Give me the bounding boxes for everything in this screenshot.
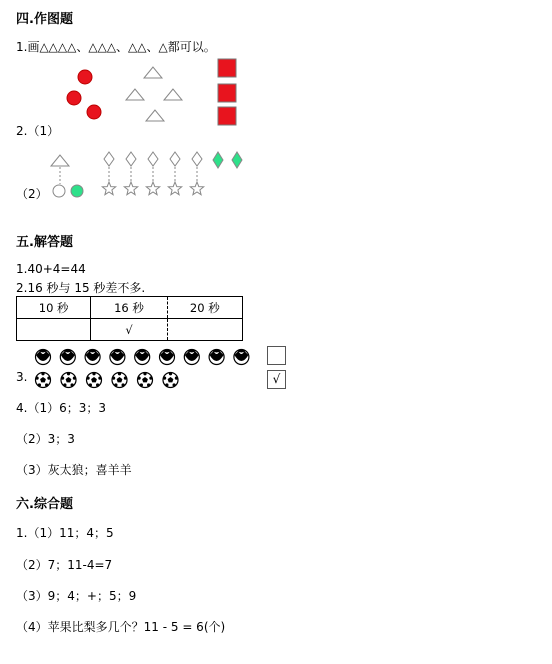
ball-icon [209,350,224,365]
table-cell: √ [91,319,167,341]
star-icon [102,182,115,195]
circle-icon [53,185,65,197]
q5-4-1-text: 4.（1）6；3；3 [16,401,106,415]
ball-icon [160,350,175,365]
diamond-icon [104,152,114,166]
diamond-star-column [148,152,158,182]
red-square-icon [218,84,236,102]
answer-checkbox: √ [267,370,286,389]
diamond-icon [126,152,136,166]
q6-4-text: （4）苹果比梨多几个？11 - 5 = 6(个) [16,620,226,634]
red-circle-icon [67,91,81,105]
red-square-icon [218,107,236,125]
table-cell [167,319,242,341]
ball-icon [184,350,199,365]
green-circle-icon [71,185,83,197]
green-diamond-icon [232,152,242,168]
q6-3-text: （3）9；4；+；5；9 [16,589,137,603]
soccer-ball-icon [36,372,51,387]
answer-table [16,296,243,341]
table-cell [17,319,91,341]
triangle-icon [126,89,144,100]
diamond-icon [148,152,158,166]
table-header-cell: 20 秒 [167,297,242,319]
section-5-heading: 五.解答题 [16,235,73,250]
diamond-star-column [170,152,180,182]
q4-1-text: 1.画△△△△、△△△、△△、△都可以。 [16,40,216,54]
soccer-ball-icon [163,372,178,387]
diamond-star-column [104,152,114,182]
triangle-icon [51,155,69,166]
soccer-ball-icon [87,372,102,387]
star-icon [124,182,137,195]
triangle-icon [144,67,162,78]
star-icon [168,182,181,195]
q5-4-3-text: （3）灰太狼；喜羊羊 [16,463,132,477]
diamond-star-column [126,152,136,182]
diamond-icon [170,152,180,166]
q4-2-1-label: 2.（1） [16,124,60,138]
ball-icon [135,350,150,365]
q4-2-2-label: （2） [16,187,48,201]
diamond-star-column [192,152,202,182]
triangle-icon [164,89,182,100]
q6-2-text: （2）7；11-4=7 [16,558,113,572]
q5-1-text: 1.40+4=44 [16,262,86,276]
green-diamond-icon [213,152,223,168]
diamond-icon [192,152,202,166]
soccer-ball-icon [138,372,153,387]
q5-4-2-text: （2）3；3 [16,432,75,446]
section-6-heading: 六.综合题 [16,497,73,512]
triangle-icon [146,110,164,121]
red-square-icon [218,59,236,77]
section-4-heading: 四.作图题 [16,12,73,27]
ball-icon [85,350,100,365]
ball-icon [110,350,125,365]
ball-icon [60,350,75,365]
red-circle-icon [78,70,92,84]
answer-checkbox [267,346,286,365]
q5-2-text: 2.16 秒与 15 秒差不多. [16,281,146,295]
q5-3-label: 3. [16,370,28,384]
table-header-cell: 10 秒 [17,297,91,319]
ball-icon [234,350,249,365]
ball-icon [36,350,51,365]
star-icon [146,182,159,195]
soccer-ball-icon [61,372,76,387]
star-icon [190,182,203,195]
red-circle-icon [87,105,101,119]
table-header-cell: 16 秒 [91,297,167,319]
q6-1-text: 1.（1）11；4；5 [16,526,114,540]
soccer-ball-icon [112,372,127,387]
